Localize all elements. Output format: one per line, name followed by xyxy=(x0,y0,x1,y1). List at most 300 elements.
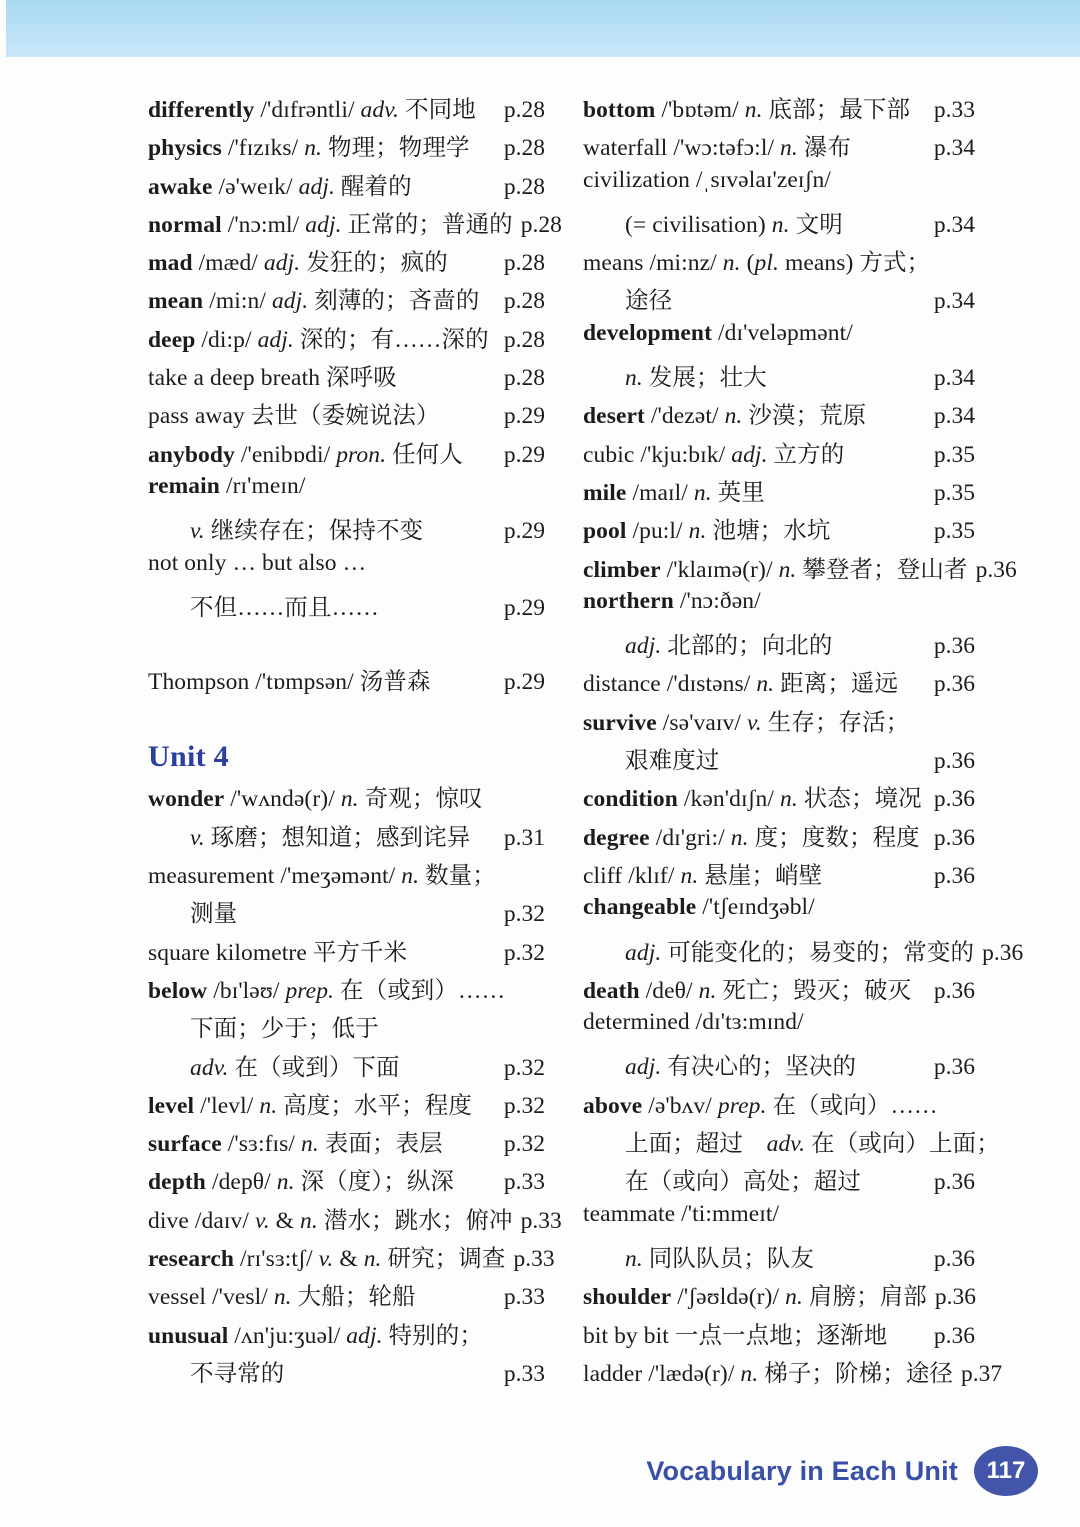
entry-content xyxy=(148,1086,472,1120)
entry-text: /rɪ'sɜ:tʃ/ xyxy=(234,1246,319,1273)
entry-content xyxy=(583,894,815,921)
entry-text: /ʌn'ju:ʒuəl/ xyxy=(228,1322,347,1349)
vocab-entry-line xyxy=(583,588,975,626)
entry-text: ladder /'lædə(r)/ xyxy=(583,1360,741,1387)
vocab-entry-line xyxy=(148,1048,545,1086)
vocab-entry-line xyxy=(148,1201,562,1239)
entry-text: 在（或向）高处；超过 xyxy=(625,1169,861,1196)
entry-content xyxy=(583,320,853,347)
pos-label: adj. xyxy=(625,939,662,966)
page-ref: p.28 xyxy=(503,365,545,392)
page-ref: p.32 xyxy=(503,1092,545,1119)
headword: pool xyxy=(583,518,627,545)
pos-label: n. xyxy=(780,135,798,162)
page-ref: p.36 xyxy=(933,786,975,813)
page-ref: p.28 xyxy=(503,250,545,277)
entry-content xyxy=(148,1316,483,1350)
page-ref: p.29 xyxy=(503,403,545,430)
vocab-entry-line xyxy=(583,1316,975,1354)
page-ref: p.28 xyxy=(503,173,545,200)
pos-label: n. xyxy=(744,97,763,123)
pos-label: n. xyxy=(300,1131,319,1158)
pos-label: n. xyxy=(680,862,699,889)
entry-text: 继续存在；保持不变 xyxy=(204,518,424,545)
entry-text: /depθ/ xyxy=(205,1169,277,1196)
entry-text: 下面；少于；低于 xyxy=(190,1016,379,1043)
headword: death xyxy=(583,977,640,1004)
pos-label: n. xyxy=(740,1360,759,1387)
page-ref: p.36 xyxy=(933,633,975,660)
entry-content xyxy=(583,128,851,162)
entry-text: /'klaɪmə(r)/ xyxy=(660,556,779,583)
entry-content xyxy=(583,588,761,615)
entry-content xyxy=(148,358,397,392)
page-ref: p.36 xyxy=(933,1169,975,1196)
page-ref: p.28 xyxy=(520,211,562,238)
entry-content xyxy=(583,1316,887,1350)
page-ref: p.35 xyxy=(933,441,975,468)
entry-text: /rɪ'meɪn/ xyxy=(219,472,306,499)
vocab-entry-line xyxy=(583,167,975,205)
pos-label: n. xyxy=(724,403,743,430)
pos-label: v. xyxy=(190,518,205,545)
headword: climber xyxy=(583,556,661,583)
entry-text: 上面；超过 xyxy=(625,1131,767,1158)
entry-text: bit by bit 一点一点地；逐渐地 xyxy=(583,1322,888,1349)
entry-text: 高度；水平；程度 xyxy=(277,1092,472,1119)
entry-content xyxy=(148,1201,513,1235)
entry-text: /'nɔ:ðən/ xyxy=(673,587,761,614)
entry-text: 死亡；毁灭；破灭 xyxy=(716,977,912,1004)
pos-label: adj. xyxy=(271,288,309,315)
page-ref: p.36 xyxy=(933,671,975,698)
vocab-line-gap xyxy=(148,700,545,736)
pos-label: n. xyxy=(363,1246,382,1273)
entry-content xyxy=(148,128,470,162)
vocab-entry-line xyxy=(583,473,975,511)
entry-text: /maɪl/ xyxy=(626,479,694,506)
entry-text: /'bɒtəm/ xyxy=(655,97,745,123)
entry-text: /bɪ'ləʊ/ xyxy=(207,977,286,1004)
vocab-column-right xyxy=(583,90,1024,1392)
entry-text: dive /daɪv/ xyxy=(148,1207,255,1234)
headword: level xyxy=(148,1092,195,1119)
entry-text: 正常的；普通的 xyxy=(341,211,513,238)
vocab-entry-line xyxy=(583,818,975,856)
entry-text: 可能变化的；易变的；常变的 xyxy=(661,939,975,966)
vocab-entry-line xyxy=(583,243,975,281)
vocab-entry-line xyxy=(148,128,545,166)
entry-text: /kən'dɪʃn/ xyxy=(677,786,780,813)
page-ref: p.34 xyxy=(933,211,975,238)
headword: degree xyxy=(583,824,650,851)
page-ref: p.32 xyxy=(503,1131,545,1158)
headword: northern xyxy=(583,587,674,614)
vocab-entry-line xyxy=(583,205,975,243)
page-ref: p.36 xyxy=(933,862,975,889)
page-ref: p.36 xyxy=(933,1245,975,1272)
page-ref: p.32 xyxy=(503,1054,545,1081)
headword: research xyxy=(148,1246,235,1273)
vocab-entry-line xyxy=(583,396,975,434)
entry-text: square kilometre 平方千米 xyxy=(148,939,408,966)
entry-text: 在（或向）上面； xyxy=(805,1131,1000,1158)
page-ref: p.28 xyxy=(503,135,545,162)
vocab-entry-line xyxy=(583,1277,975,1315)
entry-text: /'nɔ:ml/ xyxy=(221,211,306,238)
headword: below xyxy=(148,977,208,1004)
vocab-entry-line xyxy=(583,320,975,358)
entry-content xyxy=(148,1277,416,1311)
entry-content xyxy=(148,511,423,545)
vocab-entry-line xyxy=(148,1239,555,1277)
pos-label: v. xyxy=(318,1246,334,1273)
entry-text: /'fɪzɪks/ xyxy=(221,135,305,162)
headword: survive xyxy=(583,709,657,736)
page-ref: p.33 xyxy=(503,1169,545,1196)
entry-text: /'ʃəʊldə(r)/ xyxy=(671,1284,786,1311)
pos-label: prep. xyxy=(285,977,335,1004)
page-ref: p.33 xyxy=(933,97,975,123)
entry-text: /dɪ'gri:/ xyxy=(649,824,731,851)
entry-text: 悬崖；峭壁 xyxy=(698,862,823,889)
entry-text: & xyxy=(269,1207,301,1234)
entry-text: vessel /'vesl/ xyxy=(148,1284,274,1311)
vocab-entry-line xyxy=(148,818,545,856)
entry-content xyxy=(583,933,974,967)
entry-text: cliff /klɪf/ xyxy=(583,862,681,889)
pos-label: v. xyxy=(747,709,762,736)
entry-content xyxy=(583,550,968,584)
entry-text: not only … but also … xyxy=(148,549,367,576)
entry-content xyxy=(583,1354,953,1388)
entry-content xyxy=(583,90,910,124)
entry-content xyxy=(148,435,463,469)
entry-text: /dɪ'veləpmənt/ xyxy=(712,319,853,346)
entry-content xyxy=(583,396,866,430)
entry-content xyxy=(148,1239,506,1273)
page-ref: p.36 xyxy=(982,939,1024,966)
entry-text: 在（或到）下面 xyxy=(228,1054,400,1081)
page-ref: p.34 xyxy=(933,135,975,162)
pos-label: n. xyxy=(340,786,359,813)
entry-text: /ə'weɪk/ xyxy=(212,173,299,200)
pos-label: pl. xyxy=(754,250,779,277)
entry-text: 北部的；向北的 xyxy=(661,633,833,660)
vocab-line-gap xyxy=(148,626,545,662)
page-ref: p.36 xyxy=(975,556,1017,583)
pos-label: n. xyxy=(276,1169,295,1196)
entry-content xyxy=(148,971,505,1005)
entry-text: 奇观；惊叹 xyxy=(358,786,483,813)
headword: depth xyxy=(148,1169,206,1196)
pos-label: adj. xyxy=(257,326,294,353)
entry-text: /'levl/ xyxy=(194,1092,260,1119)
vocab-entry-line xyxy=(148,894,545,932)
entry-text: 池塘；水坑 xyxy=(706,518,831,545)
vocab-entry-line xyxy=(583,358,975,396)
entry-text: /sə'vaɪv/ xyxy=(656,709,747,736)
entry-text: 发展；壮大 xyxy=(642,365,767,392)
entry-text: 文明 xyxy=(789,211,843,238)
vocab-entry-line xyxy=(148,281,545,319)
entry-text: /mæd/ xyxy=(192,250,264,277)
entry-content xyxy=(583,358,767,392)
headword: awake xyxy=(148,173,213,200)
entry-text: /'tʃeɪndʒəbl/ xyxy=(696,894,815,921)
page-ref: p.31 xyxy=(503,824,545,851)
entry-text: determined /dɪ'tɜ:mɪnd/ xyxy=(583,1009,804,1036)
vocab-entry-line xyxy=(583,703,975,741)
entry-text: 生存；存活； xyxy=(761,709,910,736)
vocab-entry-line xyxy=(583,550,1017,588)
header-band xyxy=(6,0,1080,57)
headword: shoulder xyxy=(583,1284,672,1311)
entry-text: teammate /'ti:mmeɪt/ xyxy=(583,1200,780,1227)
pos-label: n. xyxy=(771,211,790,238)
vocab-entry-line xyxy=(583,971,975,1009)
entry-content xyxy=(148,320,489,354)
vocab-entry-line xyxy=(148,358,545,396)
entry-content xyxy=(583,1201,779,1228)
entry-text: 英里 xyxy=(711,479,765,506)
pos-label: n. xyxy=(730,824,749,851)
pos-label: n. xyxy=(779,786,798,813)
entry-text: 距离；遥远 xyxy=(774,671,899,698)
headword: mean xyxy=(148,288,204,315)
vocab-entry-line xyxy=(583,435,975,473)
entry-text: /ə'bʌv/ xyxy=(642,1092,718,1119)
page-ref: p.29 xyxy=(503,441,545,468)
entry-content xyxy=(148,1009,379,1043)
entry-content xyxy=(583,1277,927,1311)
entry-text: waterfall /'wɔ:təfɔ:l/ xyxy=(583,135,781,162)
pos-label: n. xyxy=(778,556,797,583)
vocab-entry-line xyxy=(148,1316,545,1354)
entry-content xyxy=(583,243,930,277)
vocab-entry-line xyxy=(148,856,545,894)
entry-text: /'dɪfrəntli/ xyxy=(254,97,361,123)
vocab-entry-line xyxy=(148,435,545,473)
pos-label: n. xyxy=(625,365,643,392)
vocab-entry-line xyxy=(148,1009,545,1047)
entry-text: 有决心的；坚决的 xyxy=(661,1054,857,1081)
entry-text: & xyxy=(333,1246,364,1273)
entry-content xyxy=(583,281,672,315)
entry-text: /'dezət/ xyxy=(644,403,725,430)
pos-label: adv. xyxy=(766,1131,806,1158)
entry-text: 立方的 xyxy=(767,441,845,468)
entry-text: 在（或向）…… xyxy=(766,1092,938,1119)
entry-content xyxy=(583,664,898,698)
entry-text: 瀑布 xyxy=(797,135,852,162)
entry-content xyxy=(583,1086,938,1120)
vocab-entry-line xyxy=(583,90,975,128)
headword: anybody xyxy=(148,441,235,468)
entry-content xyxy=(148,396,440,430)
pos-label: pron. xyxy=(336,441,387,468)
entry-text: 沙漠；荒原 xyxy=(742,403,867,430)
entry-text: 醒着的 xyxy=(334,173,412,200)
entry-text: 不但……而且…… xyxy=(190,594,379,621)
page-ref: p.28 xyxy=(503,97,545,123)
vocab-entry-line xyxy=(148,205,562,243)
pos-label: adj. xyxy=(625,1054,662,1081)
pos-label: adj. xyxy=(731,441,768,468)
entry-text: 梯子；阶梯；途径 xyxy=(758,1360,954,1387)
entry-text: 底部；最下部 xyxy=(762,97,911,123)
entry-content xyxy=(583,1047,856,1081)
entry-content xyxy=(583,511,830,545)
pos-label: adj. xyxy=(305,211,342,238)
entry-content xyxy=(148,167,412,201)
entry-content xyxy=(583,703,909,737)
entry-text: 发狂的；疯的 xyxy=(300,250,448,277)
vocab-entry-line xyxy=(583,1086,975,1124)
entry-content xyxy=(583,473,765,507)
vocab-entry-line xyxy=(583,1354,1003,1392)
entry-text: 攀登者；登山者 xyxy=(796,556,968,583)
entry-text: 在（或到）…… xyxy=(334,977,506,1004)
vocab-entry-line xyxy=(148,320,545,358)
entry-content xyxy=(583,1124,1000,1158)
page-ref: p.33 xyxy=(520,1207,562,1234)
entry-text: take a deep breath 深呼吸 xyxy=(148,365,397,392)
entry-text: /'wʌndə(r)/ xyxy=(224,786,341,813)
page-ref: p.36 xyxy=(933,977,975,1004)
pos-label: n. xyxy=(401,863,420,890)
entry-content xyxy=(583,1162,861,1196)
entry-content xyxy=(148,281,479,315)
entry-text: 研究；调查 xyxy=(381,1246,506,1273)
headword: unusual xyxy=(148,1322,229,1349)
vocab-entry-line xyxy=(583,128,975,166)
entry-text: means) 方式； xyxy=(778,250,931,277)
entry-content xyxy=(583,971,911,1005)
headword: remain xyxy=(148,472,220,499)
entry-text: 艰难度过 xyxy=(625,748,720,775)
entry-content xyxy=(148,779,483,813)
headword: development xyxy=(583,319,713,346)
headword: mad xyxy=(148,250,193,277)
entry-content xyxy=(148,588,379,622)
vocab-column-left xyxy=(148,90,562,1392)
entry-text: 表面；表层 xyxy=(318,1131,443,1158)
entry-text: 特别的； xyxy=(382,1322,483,1349)
entry-text: (= civilisation) xyxy=(625,211,772,238)
entry-content xyxy=(148,205,513,239)
pos-label: n. xyxy=(785,1284,803,1311)
entry-content xyxy=(583,167,831,194)
vocab-entry-line xyxy=(148,243,545,281)
vocab-entry-line xyxy=(583,856,975,894)
entry-text: 任何人 xyxy=(386,441,463,468)
page-ref: p.36 xyxy=(933,748,975,775)
vocab-entry-line xyxy=(583,1047,975,1085)
entry-text: 途径 xyxy=(625,288,673,315)
page-ref: p.29 xyxy=(503,668,545,695)
pos-label: n. xyxy=(625,1245,643,1272)
entry-text: 测量 xyxy=(190,901,238,928)
entry-content xyxy=(148,856,496,890)
entry-text: means /mi:nz/ xyxy=(583,250,723,277)
vocab-entry-line xyxy=(148,396,545,434)
entry-text: distance /'dɪstəns/ xyxy=(583,671,757,698)
vocab-entry-line xyxy=(148,167,545,205)
entry-content xyxy=(583,741,719,775)
page-ref: p.29 xyxy=(503,594,545,621)
entry-content xyxy=(583,435,844,469)
vocab-entry-line xyxy=(583,1009,975,1047)
unit-heading-line xyxy=(148,735,545,779)
entry-content xyxy=(148,473,305,500)
page-ref: p.32 xyxy=(503,939,545,966)
pos-label: n. xyxy=(722,250,741,277)
entry-content xyxy=(148,90,476,124)
headword: wonder xyxy=(148,786,225,813)
vocab-entry-line xyxy=(583,1162,975,1200)
entry-content xyxy=(148,243,448,277)
entry-content xyxy=(583,856,822,890)
entry-content xyxy=(148,662,431,696)
vocab-entry-line xyxy=(583,1201,975,1239)
entry-text: 深的；有……深的 xyxy=(293,326,489,353)
page-ref: p.35 xyxy=(933,479,975,506)
entry-content xyxy=(148,550,366,577)
entry-content xyxy=(583,1009,804,1036)
page-ref: p.35 xyxy=(933,518,975,545)
footer xyxy=(646,1446,1038,1496)
entry-text: /'enibɒdi/ xyxy=(234,441,337,468)
page-ref: p.36 xyxy=(933,1054,975,1081)
vocab-entry-line xyxy=(148,1354,545,1392)
entry-text: cubic /'kju:bɪk/ xyxy=(583,441,732,468)
entry-text: /di:p/ xyxy=(195,326,258,353)
entry-text: 琢磨；想知道；感到诧异 xyxy=(204,824,471,851)
pos-label: adj. xyxy=(625,633,662,660)
headword: above xyxy=(583,1092,643,1119)
pos-label: n. xyxy=(688,518,707,545)
entry-content xyxy=(148,1162,454,1196)
entry-text: 状态；境况 xyxy=(797,786,922,813)
pos-label: adj. xyxy=(298,173,335,200)
entry-text: 潜水；跳水；俯冲 xyxy=(317,1207,513,1234)
vocab-entry-line xyxy=(148,1086,545,1124)
headword: condition xyxy=(583,786,678,813)
entry-text: /mi:n/ xyxy=(203,288,272,315)
vocab-entry-line xyxy=(148,971,545,1009)
entry-text: 不寻常的 xyxy=(190,1360,285,1387)
headword: desert xyxy=(583,403,645,430)
headword: surface xyxy=(148,1131,222,1158)
page-ref: p.32 xyxy=(503,901,545,928)
page-ref: p.36 xyxy=(933,824,975,851)
entry-content xyxy=(148,1124,443,1158)
pos-label: v. xyxy=(254,1207,270,1234)
entry-content xyxy=(583,779,922,813)
headword: differently xyxy=(148,97,255,123)
entry-content xyxy=(148,1048,400,1082)
page-ref: p.28 xyxy=(503,288,545,315)
page-ref: p.34 xyxy=(933,288,975,315)
footer-title: Vocabulary in Each Unit xyxy=(646,1455,958,1486)
pos-label: n. xyxy=(259,1092,278,1119)
entry-content xyxy=(148,894,237,928)
entry-text: 同队队员；队友 xyxy=(642,1245,815,1272)
vocab-entry-line xyxy=(148,779,545,817)
pos-label: v. xyxy=(190,824,205,851)
page-ref: p.33 xyxy=(503,1360,545,1387)
